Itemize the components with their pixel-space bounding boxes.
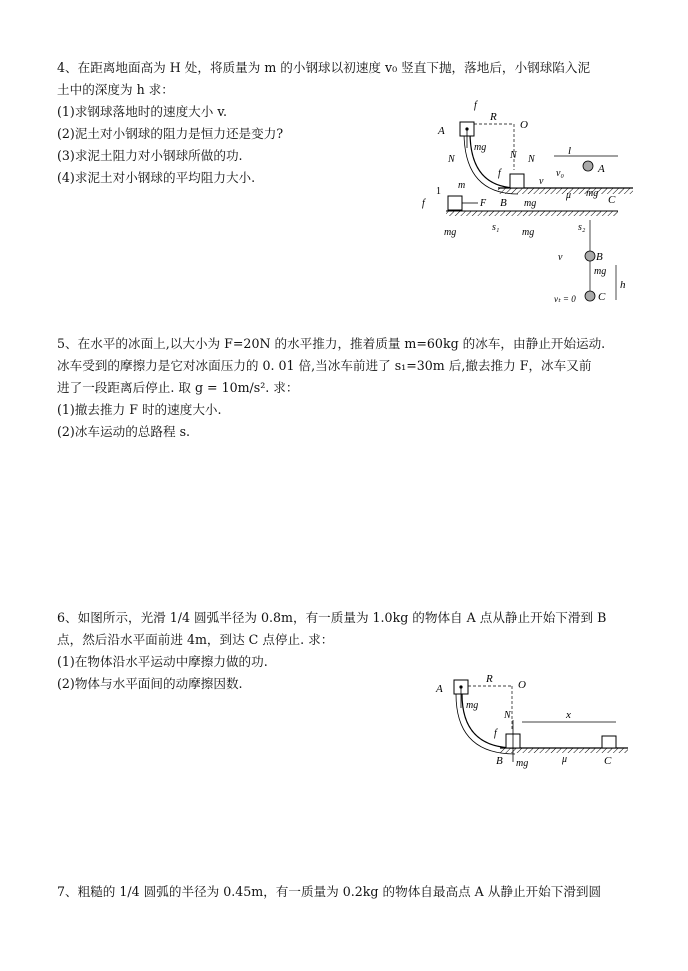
p5-line-3: 进了一段距离后停止. 取 g = 10m/s². 求： [57, 380, 299, 395]
label-B2: B [596, 251, 603, 263]
label-f: f [494, 728, 497, 739]
label-O: O [520, 119, 528, 131]
p5-line-2: 冰车受到的摩擦力是它对冰面压力的 0. 01 倍,当冰车前进了 s₁=30m 后,撤去推力 F，冰车又前 [57, 358, 592, 373]
label-v: v [539, 176, 544, 187]
p4-question-3: (3)求泥土阻力对小钢球所做的功. [57, 148, 243, 163]
label-f-b: f [498, 168, 501, 179]
block-c [602, 736, 616, 748]
label-h: h [620, 279, 626, 291]
label-mg-e: mg [522, 227, 535, 238]
label-mg-b: mg [516, 758, 529, 769]
ice-hatch [446, 211, 618, 216]
label-mg-f: mg [594, 266, 607, 277]
label-mg-b: mg [524, 198, 537, 209]
label-v0: v₀ [556, 168, 564, 179]
p5-line-1: 5、在水平的冰面上,以大小为 F=20N 的水平推力，推着质量 m=60kg 的冰车，由静止开始运动. [57, 336, 606, 351]
ball-a [583, 161, 593, 171]
label-l: l [568, 145, 572, 157]
label-B: B [496, 755, 503, 767]
label-C: C [608, 194, 616, 206]
label-R: R [490, 111, 497, 123]
ball-b [585, 251, 595, 261]
p6-figure [430, 670, 635, 778]
label-A: A [436, 683, 443, 695]
label-s1: s₁ [492, 222, 500, 233]
p7-line-1: 7、粗糙的 1/4 圆弧的半径为 0.45m，有一质量为 0.2kg 的物体自最高点 A 从静止开始下滑到圆 [57, 884, 602, 899]
surface-hatch [500, 748, 628, 753]
label-v2: v [558, 252, 563, 263]
label-1: 1 [436, 186, 441, 197]
p6-question-1: (1)在物体沿水平运动中摩擦力做的功. [57, 654, 268, 669]
label-R: R [486, 673, 493, 685]
p4-question-1: (1)求钢球落地时的速度大小 v. [57, 104, 227, 119]
label-mg-d: mg [444, 227, 457, 238]
p4-question-4: (4)求泥土对小钢球的平均阻力大小. [57, 170, 256, 185]
label-O: O [518, 679, 526, 691]
label-s2: s₂ [578, 222, 586, 233]
label-f: f [474, 100, 477, 111]
label-m: m [458, 180, 466, 191]
block-b [510, 174, 524, 188]
p5-question-2: (2)冰车运动的总路程 s. [57, 424, 191, 439]
label-mg-a: mg [474, 142, 487, 153]
label-vt: vₜ = 0 [554, 294, 576, 304]
p6-question-2: (2)物体与水平面间的动摩擦因数. [57, 676, 243, 691]
label-F: F [480, 198, 487, 209]
label-mg-c: mg [586, 188, 599, 199]
label-mg-a: mg [466, 700, 479, 711]
label-A: A [438, 125, 445, 137]
label-C2: C [598, 291, 606, 303]
ice-cart [448, 196, 462, 210]
label-B: B [500, 197, 507, 209]
p6-line-1: 6、如图所示，光滑 1/4 圆弧半径为 0.8m，有一质量为 1.0kg 的物体自 A 点从静止开始下滑到 B [57, 610, 607, 625]
label-A2: A [598, 163, 605, 175]
label-N-b: N [510, 150, 517, 161]
p4-line-2: 土中的深度为 h 求： [57, 82, 174, 97]
label-N-c: N [528, 154, 535, 165]
label-C: C [604, 755, 612, 767]
p4-line-1: 4、在距离地面高为 H 处，将质量为 m 的小钢球以初速度 v₀ 竖直下抛，落地后，小钢球陷入泥 [57, 60, 591, 75]
label-N: N [504, 710, 511, 721]
label-x: x [566, 709, 571, 721]
p4-composite-figure [418, 100, 638, 310]
p5-question-1: (1)撤去推力 F 时的速度大小. [57, 402, 222, 417]
p4-question-2: (2)泥土对小钢球的阻力是恒力还是变力? [57, 126, 284, 141]
label-N-a: N [448, 154, 455, 165]
p6-line-2: 点，然后沿水平面前进 4m，到达 C 点停止. 求： [57, 632, 334, 647]
label-mu: μ [566, 190, 572, 201]
label-mu: μ [562, 754, 568, 765]
label-f2: f [422, 198, 425, 209]
ball-c [585, 291, 595, 301]
